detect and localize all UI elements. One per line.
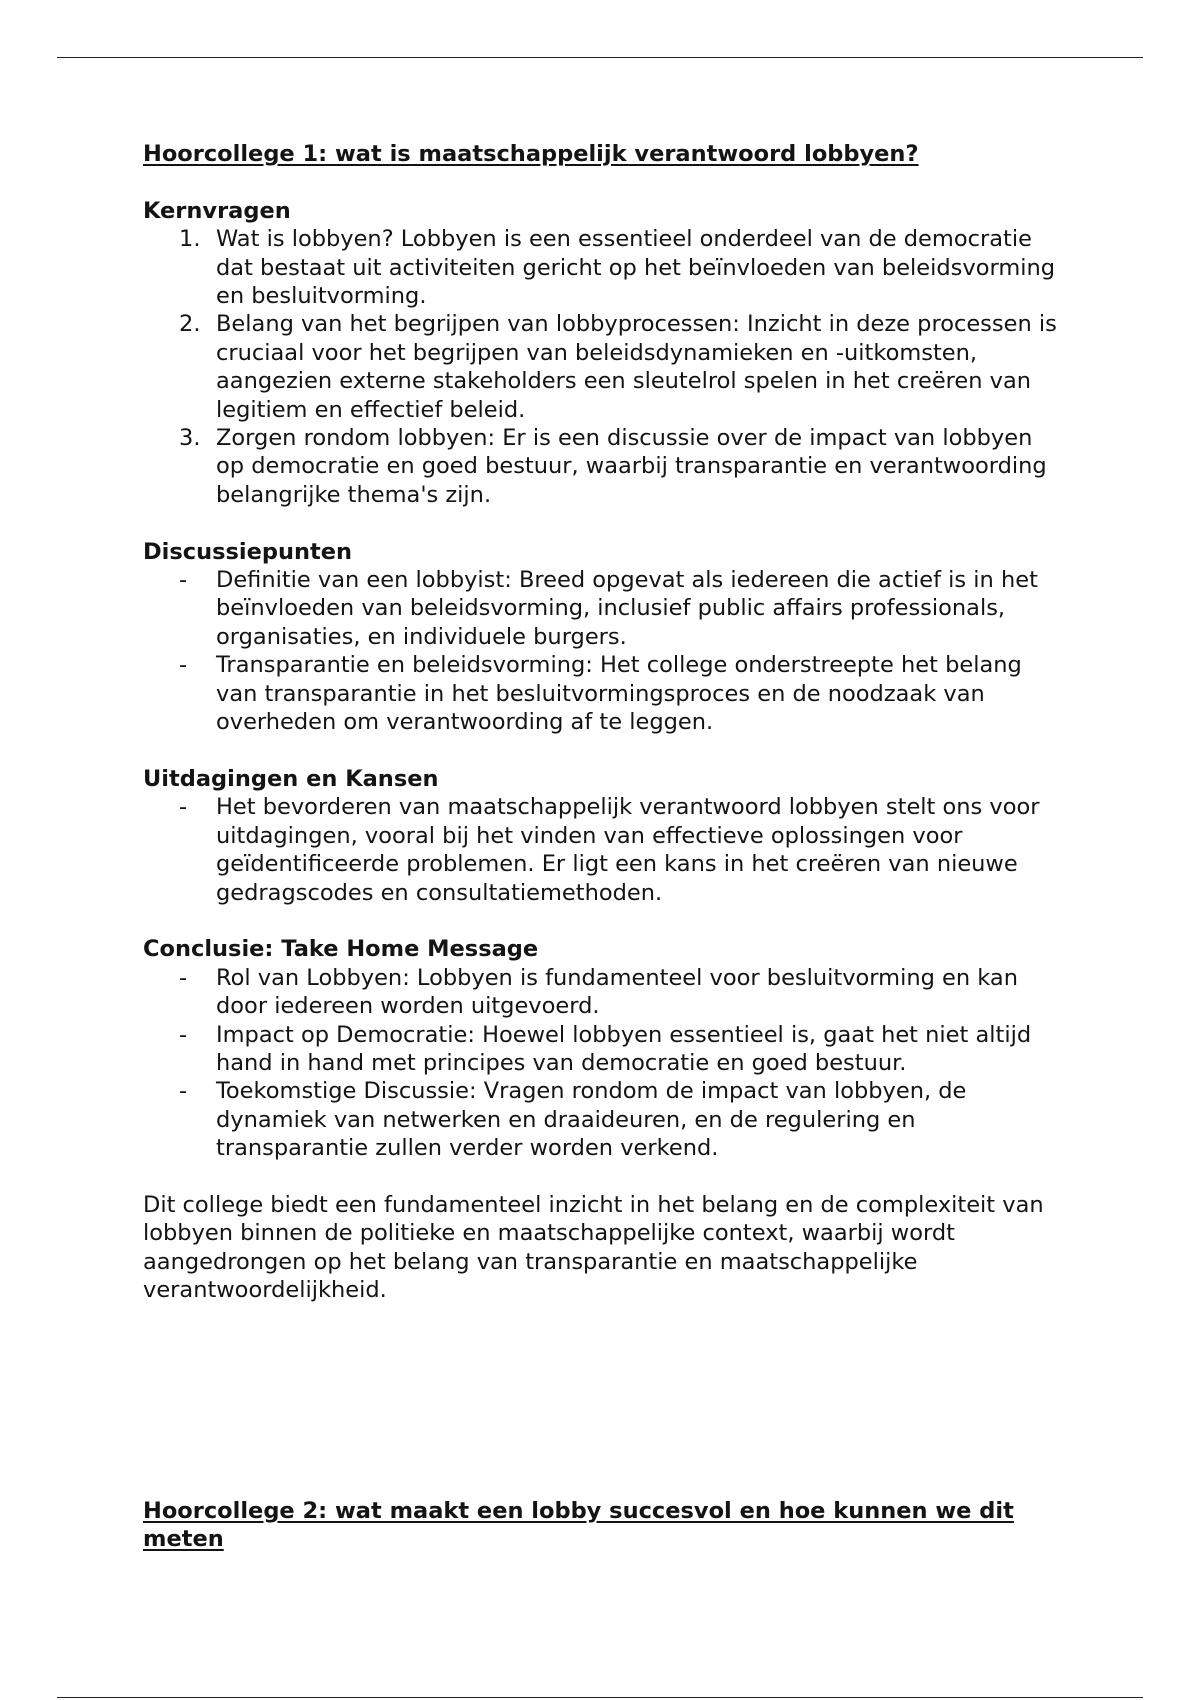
- list-number: 3.: [179, 425, 201, 452]
- list-number: 2.: [179, 311, 201, 338]
- list-item-text: Rol van Lobbyen: Lobbyen is fundamenteel voor besluitvorming en kan door iedereen worden uitgevoerd.: [216, 964, 1018, 1020]
- conclusie-item-3: [143, 1077, 1063, 1162]
- top-divider: [57, 57, 1143, 58]
- conclusie-heading: Conclusie: Take Home Message: [143, 936, 539, 963]
- spacer: [143, 907, 1063, 935]
- list-item-text: Wat is lobbyen? Lobbyen is een essentieel onderdeel van de democratie dat bestaat uit activiteiten gericht op het beïnvloeden van beleidsvorming en besluitvorming.: [216, 226, 1056, 310]
- spacer: [143, 737, 1063, 765]
- discussiepunten-list: [143, 566, 1063, 736]
- lecture1-title: Hoorcollege 1: wat is maatschappelijk verantwoord lobbyen?: [143, 141, 919, 167]
- spacer: [143, 1163, 1063, 1191]
- list-dash: -: [179, 652, 188, 679]
- uitdagingen-heading: Uitdagingen en Kansen: [143, 765, 439, 792]
- kernvragen-item-1: [143, 225, 1063, 310]
- bottom-divider: [57, 1697, 1143, 1698]
- list-item-text: Het bevorderen van maatschappelijk verantwoord lobbyen stelt ons voor uitdagingen, vooral bij het vinden van effectieve oplossingen voor geïdentificeerde problemen. Er ligt een kans in het creëren van nieuwe gedragscodes en consultatiemethoden.: [216, 794, 1040, 906]
- kernvragen-item-3: [143, 424, 1063, 509]
- list-dash: -: [179, 964, 188, 991]
- list-item-text: Transparantie en beleidsvorming: Het college onderstreepte het belang van transparantie in het besluitvormingsproces en de noodzaak van overheden om verantwoording af te leggen.: [216, 652, 1022, 736]
- list-item-text: Belang van het begrijpen van lobbyprocessen: Inzicht in deze processen is cruciaal voor het begrijpen van beleidsdynamieken en -uitkomsten, aangezien externe stakeholders een sleutelrol spelen in het creëren van legitiem en effectief beleid.: [216, 311, 1057, 423]
- lecture2-title: Hoorcollege 2: wat maakt een lobby succesvol en hoe kunnen we dit meten: [143, 1498, 1014, 1553]
- uitdagingen-item-1: [143, 793, 1063, 907]
- discussiepunten-item-2: [143, 651, 1063, 736]
- conclusie-item-2: [143, 1021, 1063, 1078]
- uitdagingen-list: [143, 793, 1063, 907]
- list-item-text: Toekomstige Discussie: Vragen rondom de impact van lobbyen, de dynamiek van netwerken en draaideuren, en de regulering en transparantie zullen verder worden verkend.: [216, 1078, 967, 1162]
- kernvragen-heading: Kernvragen: [143, 197, 291, 224]
- list-item-text: Zorgen rondom lobbyen: Er is een discussie over de impact van lobbyen op democratie en goed bestuur, waarbij transparantie en verantwoording belangrijke thema's zijn.: [216, 425, 1047, 508]
- spacer: [143, 509, 1063, 537]
- list-dash: -: [179, 1021, 188, 1048]
- closing-paragraph: Dit college biedt een fundamenteel inzicht in het belang en de complexiteit van lobbyen binnen de politieke en maatschappelijke context, waarbij wordt aangedrongen op het belang van transparantie en maatschappelijke verantwoordelijkheid.: [143, 1191, 1044, 1304]
- lecture1-section: [143, 140, 1063, 1305]
- list-dash: -: [179, 794, 188, 821]
- conclusie-list: [143, 964, 1063, 1163]
- list-dash: -: [179, 567, 188, 594]
- discussiepunten-heading: Discussiepunten: [143, 538, 353, 565]
- discussiepunten-item-1: [143, 566, 1063, 651]
- list-number: 1.: [179, 226, 201, 253]
- list-item-text: Impact op Democratie: Hoewel lobbyen essentieel is, gaat het niet altijd hand in hand met principes van democratie en goed bestuur.: [216, 1021, 1032, 1076]
- conclusie-item-1: [143, 964, 1063, 1021]
- spacer: [143, 168, 1063, 196]
- kernvragen-item-2: [143, 310, 1063, 424]
- list-dash: -: [179, 1078, 188, 1105]
- kernvragen-list: [143, 225, 1063, 509]
- list-item-text: Definitie van een lobbyist: Breed opgevat als iedereen die actief is in het beïnvloeden van beleidsvorming, inclusief public affairs professionals, organisaties, en individuele burgers.: [216, 567, 1038, 650]
